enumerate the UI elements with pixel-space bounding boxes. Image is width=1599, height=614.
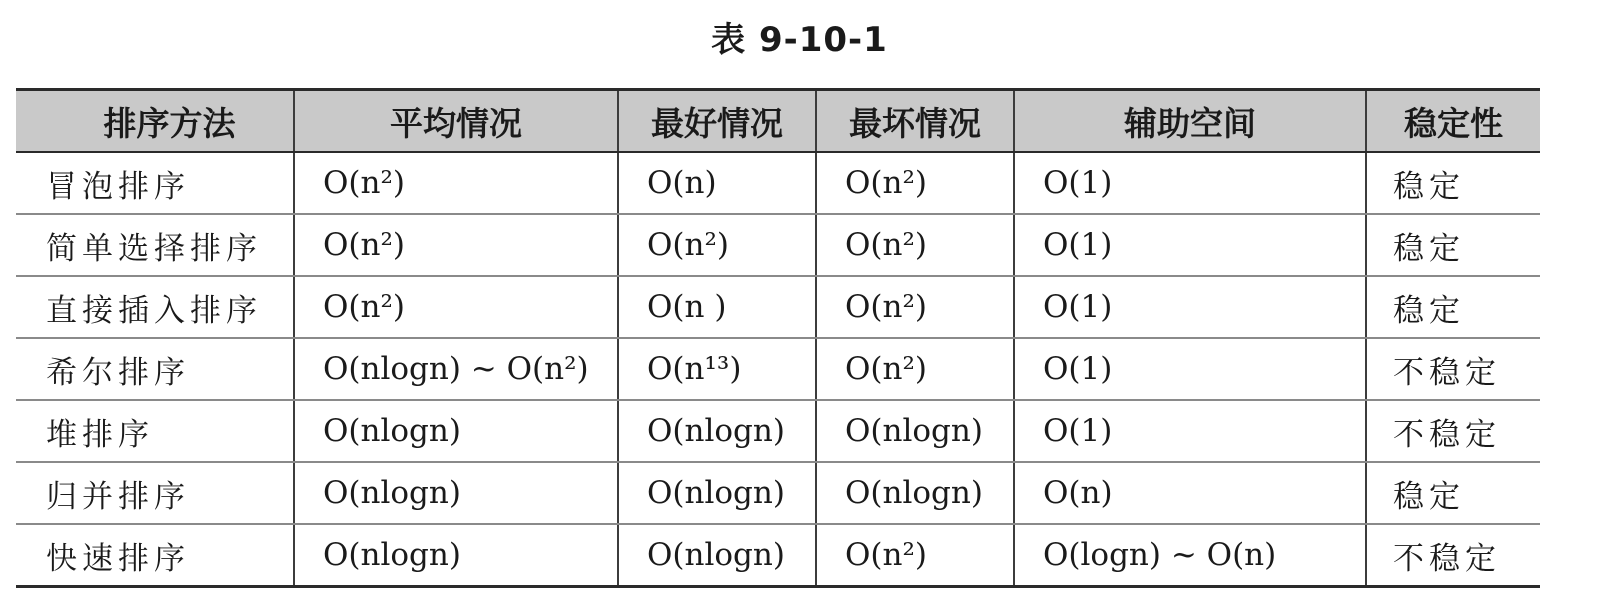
table-row [16, 214, 1540, 276]
cell-stability: 不稳定 [1366, 400, 1540, 462]
header-average-case: 平均情况 [294, 90, 618, 153]
cell-average-case: O(n²) [294, 276, 618, 338]
cell-average-case: O(nlogn) [294, 400, 618, 462]
cell-average-case: O(n²) [294, 152, 618, 214]
table-row [16, 152, 1540, 214]
cell-stability: 稳定 [1366, 152, 1540, 214]
cell-worst-case: O(n²) [816, 152, 1014, 214]
cell-stability: 不稳定 [1366, 524, 1540, 587]
cell-average-case: O(nlogn) ~ O(n²) [294, 338, 618, 400]
header-stability: 稳定性 [1366, 90, 1540, 153]
table-row [16, 524, 1540, 587]
cell-worst-case: O(nlogn) [816, 400, 1014, 462]
cell-sort-method: 简单选择排序 [16, 214, 294, 276]
cell-best-case: O(nlogn) [618, 400, 816, 462]
cell-best-case: O(nlogn) [618, 524, 816, 587]
cell-stability: 稳定 [1366, 214, 1540, 276]
cell-auxiliary-space: O(n) [1014, 462, 1366, 524]
cell-worst-case: O(n²) [816, 524, 1014, 587]
cell-worst-case: O(n²) [816, 276, 1014, 338]
cell-auxiliary-space: O(logn) ~ O(n) [1014, 524, 1366, 587]
cell-auxiliary-space: O(1) [1014, 400, 1366, 462]
cell-average-case: O(nlogn) [294, 462, 618, 524]
cell-best-case: O(nlogn) [618, 462, 816, 524]
table-row [16, 338, 1540, 400]
cell-stability: 稳定 [1366, 462, 1540, 524]
cell-sort-method: 归并排序 [16, 462, 294, 524]
header-best-case: 最好情况 [618, 90, 816, 153]
cell-best-case: O(n²) [618, 214, 816, 276]
cell-sort-method: 冒泡排序 [16, 152, 294, 214]
cell-worst-case: O(n²) [816, 338, 1014, 400]
cell-stability: 不稳定 [1366, 338, 1540, 400]
cell-sort-method: 快速排序 [16, 524, 294, 587]
cell-auxiliary-space: O(1) [1014, 152, 1366, 214]
cell-sort-method: 直接插入排序 [16, 276, 294, 338]
cell-best-case: O(n) [618, 152, 816, 214]
cell-average-case: O(n²) [294, 214, 618, 276]
table-title: 表 9-10-1 [711, 20, 888, 60]
cell-auxiliary-space: O(1) [1014, 338, 1366, 400]
cell-auxiliary-space: O(1) [1014, 276, 1366, 338]
cell-sort-method: 希尔排序 [16, 338, 294, 400]
cell-auxiliary-space: O(1) [1014, 214, 1366, 276]
cell-sort-method: 堆排序 [16, 400, 294, 462]
cell-worst-case: O(nlogn) [816, 462, 1014, 524]
cell-stability: 稳定 [1366, 276, 1540, 338]
sorting-complexity-table [16, 88, 1540, 588]
header-worst-case: 最坏情况 [816, 90, 1014, 153]
table-row [16, 462, 1540, 524]
table-row [16, 276, 1540, 338]
header-auxiliary-space: 辅助空间 [1014, 90, 1366, 153]
cell-worst-case: O(n²) [816, 214, 1014, 276]
header-sort-method: 排序方法 [16, 90, 294, 153]
cell-average-case: O(nlogn) [294, 524, 618, 587]
table-header-row [16, 90, 1540, 153]
cell-best-case: O(n¹³) [618, 338, 816, 400]
table-row [16, 400, 1540, 462]
cell-best-case: O(n ) [618, 276, 816, 338]
